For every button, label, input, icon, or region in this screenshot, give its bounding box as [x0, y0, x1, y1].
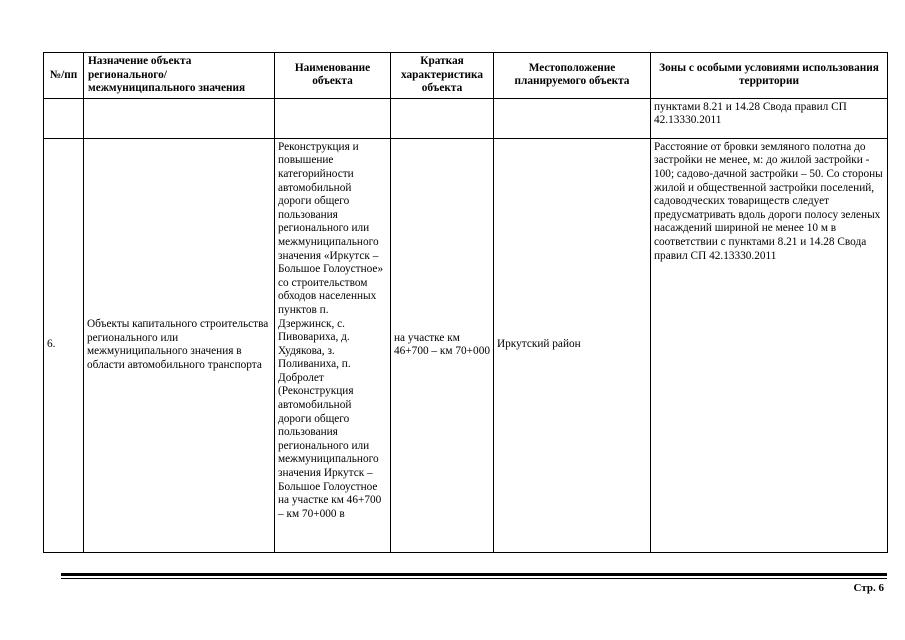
header-characteristic: Краткая характеристика объекта — [391, 53, 494, 99]
table-header-row — [44, 53, 888, 99]
cell-number: 6. — [44, 138, 84, 552]
cell-name: Реконструкция и повышение категорийности автомобильной дороги общего пользования регионального или межмуниципального значения «Иркутск – Большое Голоустное» со строительством обходов населенных пунктов п. Дзержинск, с. Пивовариха, д. Худякова, з. Поливаниха, п. Добролет (Реконструкция автомобильной дороги общего пользования регионального или межмуниципального значения Иркутск – Большое Голоустное на участке км 46+700 – км 70+000 в — [275, 138, 391, 552]
cell-zones: Расстояние от бровки земляного полотна до застройки не менее, м: до жилой застройки - 100; садово-дачной застройки – 50. Со стороны жилой и общественной застройки поселений, садоводческих товариществ следует предусматривать вдоль дороги полосу зеленых насаждений шириной не менее 10 м в соответствии с пунктами 8.21 и 14.28 Свода правил СП 42.13330.2011 — [651, 138, 888, 552]
table-row-continuation — [44, 98, 888, 138]
header-name: Наименование объекта — [275, 53, 391, 99]
cell-purpose: Объекты капитального строительства регионального или межмуниципального значения в области автомобильного транспорта — [84, 138, 275, 552]
cell-location: Иркутский район — [494, 138, 651, 552]
header-number: №/пп — [44, 53, 84, 99]
header-location: Местоположение планируемого объекта — [494, 53, 651, 99]
cell-characteristic: на участке км 46+700 – км 70+000 — [391, 138, 494, 552]
footer-divider — [61, 573, 887, 576]
cell-purpose — [84, 98, 275, 138]
cell-zones: пунктами 8.21 и 14.28 Свода правил СП 42.13330.2011 — [651, 98, 888, 138]
cell-name — [275, 98, 391, 138]
table-row — [44, 138, 888, 552]
page-number: Стр. 6 — [853, 582, 884, 594]
cell-location — [494, 98, 651, 138]
cell-number — [44, 98, 84, 138]
footer-divider-thin — [61, 578, 887, 579]
header-zones: Зоны с особыми условиями использования территории — [651, 53, 888, 99]
planned-objects-table — [43, 52, 888, 553]
header-purpose: Назначение объекта регионального/ межмуниципального значения — [84, 53, 275, 99]
cell-characteristic — [391, 98, 494, 138]
